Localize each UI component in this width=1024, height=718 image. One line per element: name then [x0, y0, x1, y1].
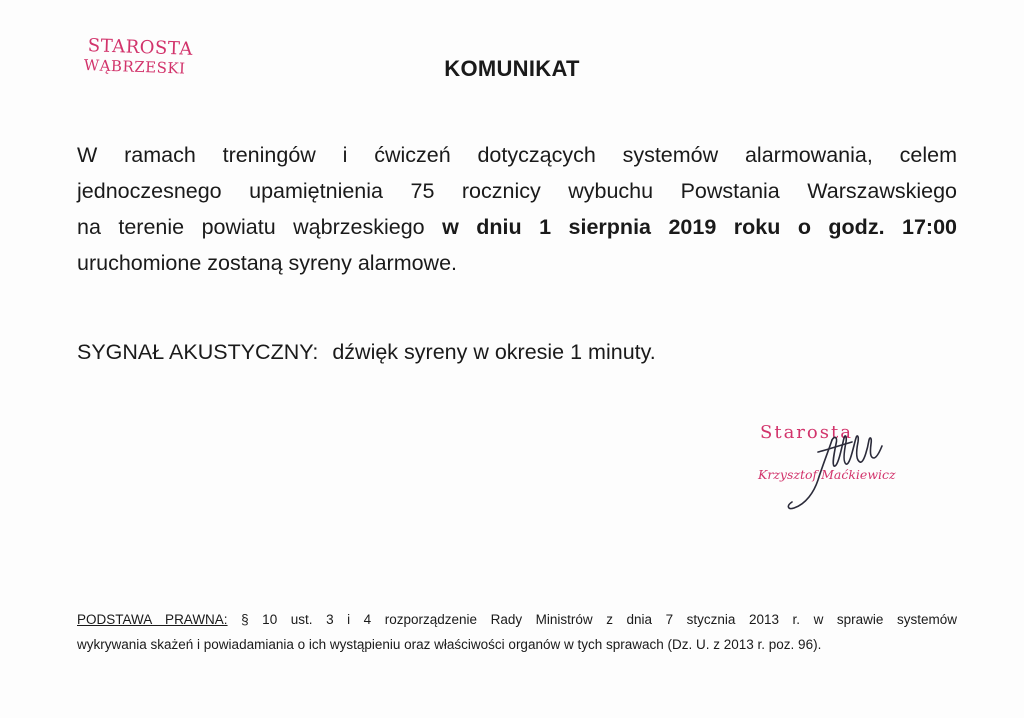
legal-basis-label: PODSTAWA PRAWNA: [77, 612, 228, 627]
paragraph-line-2: jednoczesnego upamiętnienia 75 rocznicy wybuchu Powstania Warszawskiego [77, 179, 957, 203]
handwritten-signature [748, 412, 923, 522]
legal-line-1 [77, 607, 957, 632]
signature-stamp-title: Starosta [760, 422, 853, 443]
paragraph-line-3 [77, 209, 957, 245]
legal-basis [77, 607, 957, 657]
legal-line-1-text: § 10 ust. 3 i 4 rozporządzenie Rady Ministrów z dnia 7 stycznia 2013 r. w sprawie systemów [241, 612, 957, 627]
paragraph-line-3-text: na terenie powiatu wąbrzeskiego [77, 215, 443, 239]
document-title: KOMUNIKAT [444, 56, 580, 81]
signature-stamp [748, 412, 923, 522]
stamp-line-2: WĄBRZESKI [83, 55, 186, 78]
signature-stamp-name: Krzysztof Maćkiewicz [758, 467, 896, 482]
acoustic-signal-line [77, 340, 656, 365]
event-date-time: w dniu 1 sierpnia 2019 roku o godz. 17:00 [442, 215, 957, 239]
stamp-line-1: STAROSTA [87, 35, 194, 60]
signal-label: SYGNAŁ AKUSTYCZNY: [77, 340, 319, 364]
paragraph-line-4: uruchomione zostaną syreny alarmowe. [77, 251, 458, 275]
legal-line-2: wykrywania skażeń i powiadamiania o ich wystąpieniu oraz właściwości organów w tych sprawach (Dz. U. z 2013 r. poz. 96). [77, 637, 822, 652]
announcement-paragraph [77, 137, 957, 281]
signal-text: dźwięk syreny w okresie 1 minuty. [332, 340, 656, 364]
paragraph-line-1: W ramach treningów i ćwiczeń dotyczących systemów alarmowania, celem [77, 143, 957, 167]
